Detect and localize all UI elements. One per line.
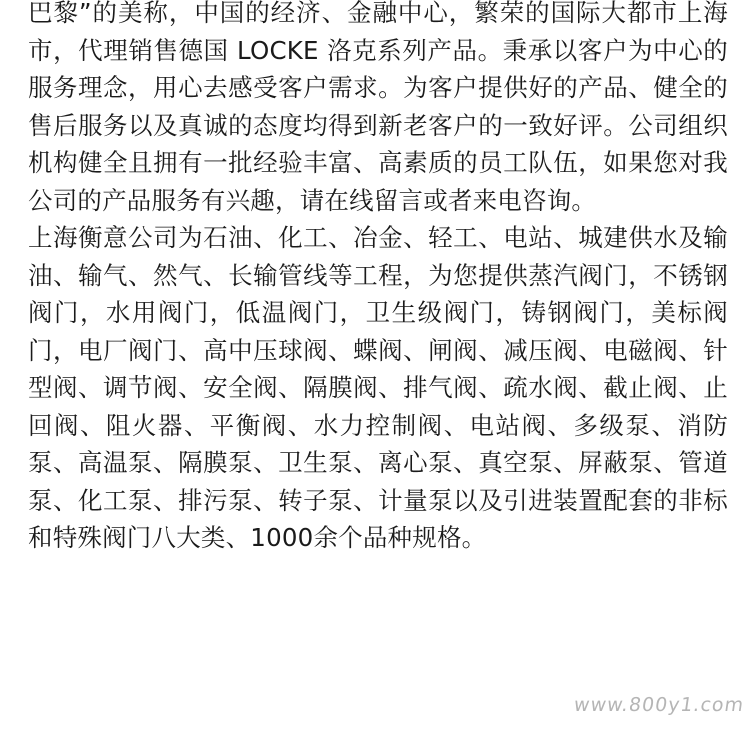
document-body [28, 0, 728, 557]
site-watermark: www.800y1.com [572, 694, 746, 716]
paragraph-product-range: 上海衡意公司为石油、化工、冶金、轻工、电站、城建供水及输油、输气、然气、长输管线等工程，为您提供蒸汽阀门，不锈钢阀门，水用阀门，低温阀门，卫生级阀门，铸钢阀门，美标阀门，电厂阀门、高中压球阀、蝶阀、闸阀、减压阀、电磁阀、针型阀、调节阀、安全阀、隔膜阀、排气阀、疏水阀、截止阀、止回阀、阻火器、平衡阀、水力控制阀、电站阀、多级泵、消防泵、高温泵、隔膜泵、卫生泵、离心泵、真空泵、屏蔽泵、管道泵、化工泵、排污泵、转子泵、计量泵以及引进装置配套的非标和特殊阀门八大类、1000余个品种规格。 [28, 223, 728, 552]
paragraph-company-intro: 巴黎”的美称，中国的经济、金融中心，繁荣的国际大都市上海市，代理销售德国 LOCKE 洛克系列产品。秉承以客户为中心的服务理念，用心去感受客户需求。为客户提供好的产品、健全的售后服务以及真诚的态度均得到新老客户的一致好评。公司组织机构健全且拥有一批经验丰富、高素质的员工队伍，如果您对我公司的产品服务有兴趣，请在线留言或者来电咨询。 [28, 0, 728, 215]
